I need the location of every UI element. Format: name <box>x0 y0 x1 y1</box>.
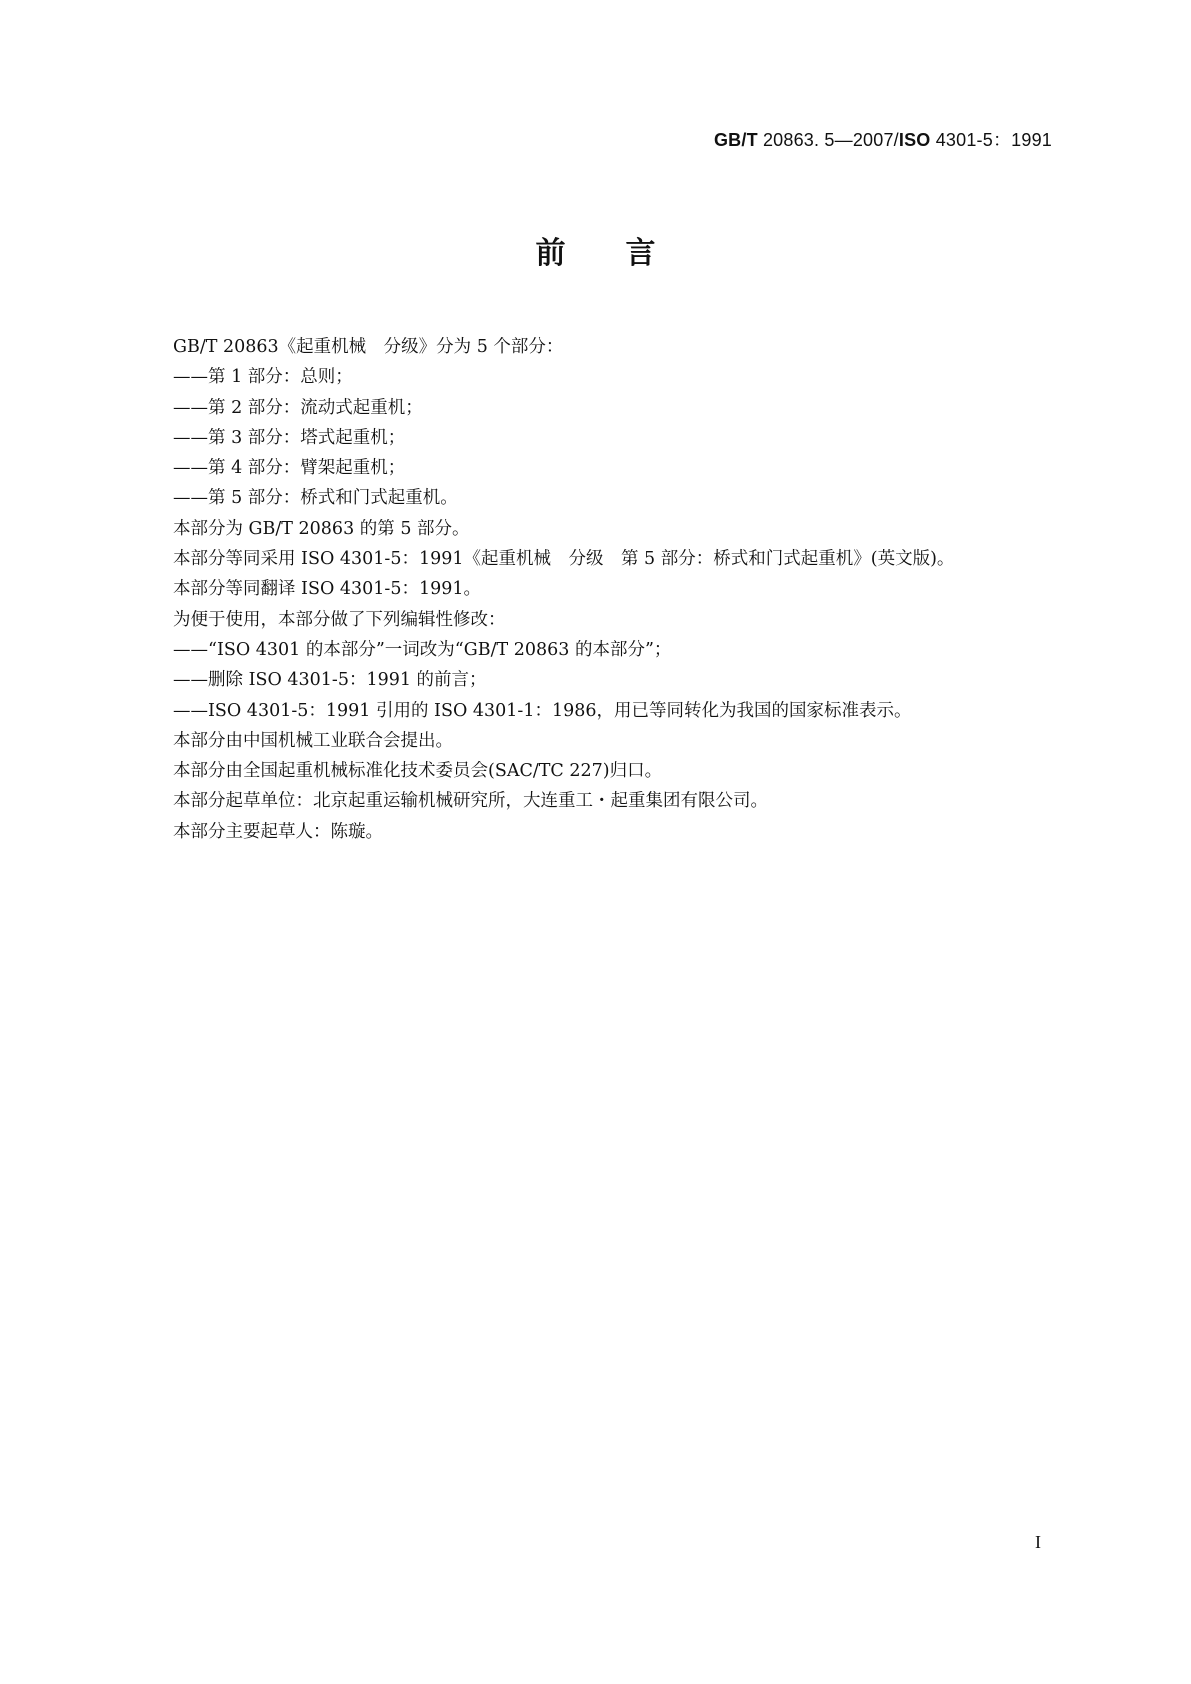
code-iso-number: 4301-5：1991 <box>930 130 1052 150</box>
body-line: ——第 5 部分：桥式和门式起重机。 <box>173 488 458 509</box>
body-line: 本部分由全国起重机械标准化技术委员会(SAC/TC 227)归口。 <box>173 761 663 782</box>
body-line: 为便于使用，本部分做了下列编辑性修改： <box>173 609 506 630</box>
body-line: ——第 2 部分：流动式起重机； <box>173 397 423 418</box>
page-number: I <box>1035 1532 1041 1552</box>
code-prefix-iso: ISO <box>898 130 931 150</box>
code-number-year: 20863. 5—2007/ <box>757 130 899 150</box>
foreword-body <box>173 332 1053 847</box>
body-line: GB/T 20863《起重机械 分级》分为 5 个部分： <box>173 337 564 357</box>
body-line: 本部分主要起草人：陈璇。 <box>173 821 383 842</box>
body-line: 本部分为 GB/T 20863 的第 5 部分。 <box>173 518 470 539</box>
body-line: ——删除 ISO 4301-5：1991 的前言； <box>173 670 487 691</box>
body-line: ——第 4 部分：臂架起重机； <box>173 458 406 479</box>
page-title: 前言 <box>535 236 716 271</box>
standard-code-header <box>714 126 1052 152</box>
body-line: ——“ISO 4301 的本部分”一词改为“GB/T 20863 的本部分”； <box>173 639 672 660</box>
body-line: ——第 1 部分：总则； <box>173 367 353 388</box>
body-line: ——第 3 部分：塔式起重机； <box>173 427 406 448</box>
body-line: 本部分等同翻译 ISO 4301-5：1991。 <box>173 579 481 600</box>
body-line: 本部分等同采用 ISO 4301-5：1991《起重机械 分级 第 5 部分：桥式和门式起重机》(英文版)。 <box>173 549 955 570</box>
body-line: 本部分起草单位：北京起重运输机械研究所，大连重工・起重集团有限公司。 <box>173 791 768 812</box>
body-line: ——ISO 4301-5：1991 引用的 ISO 4301-1：1986，用已等同转化为我国的国家标准表示。 <box>173 700 912 721</box>
body-line: 本部分由中国机械工业联合会提出。 <box>173 730 453 751</box>
code-prefix-gbt: GB/T <box>713 130 758 150</box>
